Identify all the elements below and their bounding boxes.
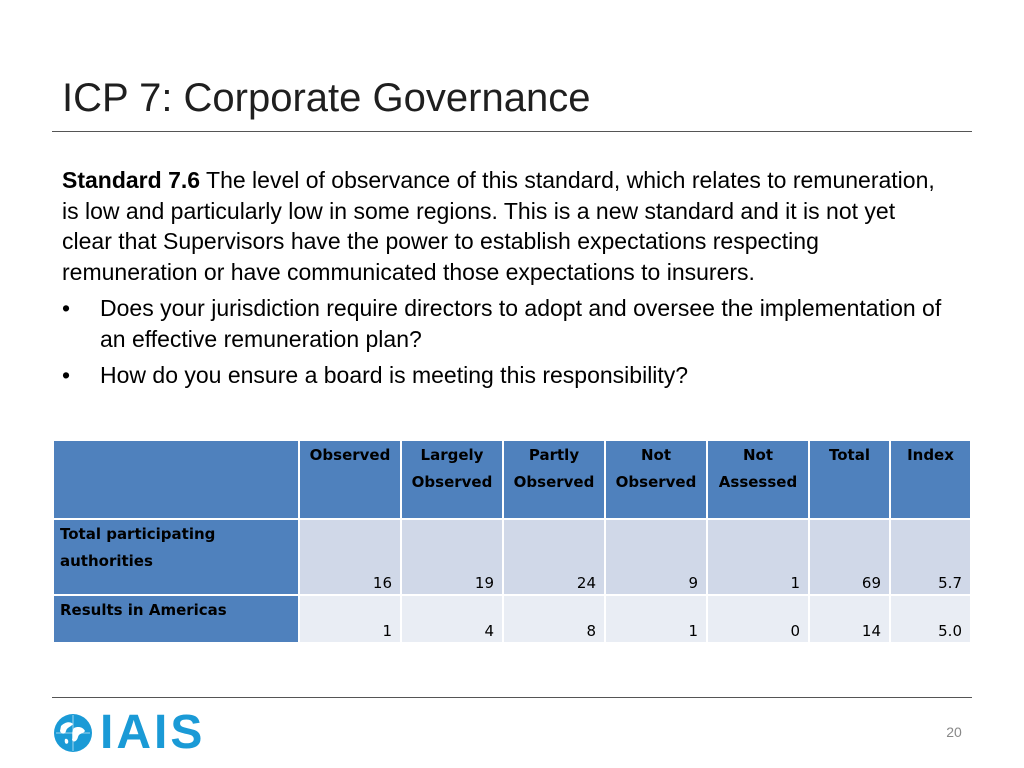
cell-not-observed: 9 — [606, 520, 706, 594]
table-row — [54, 520, 970, 594]
cell-largely-observed: 4 — [402, 596, 502, 642]
row-label: Results in Americas — [54, 596, 298, 642]
cell-observed: 16 — [300, 520, 400, 594]
cell-index: 5.0 — [891, 596, 970, 642]
question-item — [62, 360, 942, 391]
cell-total: 14 — [810, 596, 889, 642]
header-total: Total — [810, 441, 889, 518]
table-row — [54, 596, 970, 642]
question-item — [62, 293, 942, 354]
standard-label: Standard 7.6 — [62, 167, 201, 193]
standard-paragraph — [62, 165, 942, 287]
header-partly-observed: Partly Observed — [504, 441, 604, 518]
header-not-assessed: Not Assessed — [708, 441, 808, 518]
table-header-row — [54, 441, 970, 518]
standard-description: The level of observance of this standard, which relates to remuneration, is low and particularly low in some regions. This is a new standard and it is not yet clear that Supervisors have the power to establish expectations respecting remuneration or have communicated those expectations to insurers. — [62, 167, 935, 285]
cell-not-assessed: 0 — [708, 596, 808, 642]
cell-not-observed: 1 — [606, 596, 706, 642]
question-text: How do you ensure a board is meeting this responsibility? — [100, 362, 689, 388]
logo-wordmark: IAIS — [100, 706, 206, 759]
slide-title: ICP 7: Corporate Governance — [62, 76, 591, 120]
bullet-icon: • — [62, 362, 71, 388]
header-largely-observed: Largely Observed — [402, 441, 502, 518]
globe-icon — [52, 712, 94, 754]
cell-total: 69 — [810, 520, 889, 594]
cell-partly-observed: 24 — [504, 520, 604, 594]
bullet-icon: • — [62, 295, 71, 321]
cell-not-assessed: 1 — [708, 520, 808, 594]
iais-logo — [52, 708, 205, 758]
header-blank-cell — [54, 441, 298, 518]
body-text — [62, 165, 942, 397]
cell-partly-observed: 8 — [504, 596, 604, 642]
cell-observed: 1 — [300, 596, 400, 642]
question-list — [62, 293, 942, 391]
page-number: 20 — [946, 724, 962, 740]
header-not-observed: Not Observed — [606, 441, 706, 518]
row-label: Total participating authorities — [54, 520, 298, 594]
title-divider — [52, 131, 972, 132]
header-index: Index — [891, 441, 970, 518]
question-text: Does your jurisdiction require directors to adopt and oversee the implementation of an effective remuneration plan? — [100, 295, 942, 352]
footer-divider — [52, 697, 972, 698]
cell-index: 5.7 — [891, 520, 970, 594]
observance-table — [52, 439, 972, 644]
cell-largely-observed: 19 — [402, 520, 502, 594]
header-observed: Observed — [300, 441, 400, 518]
